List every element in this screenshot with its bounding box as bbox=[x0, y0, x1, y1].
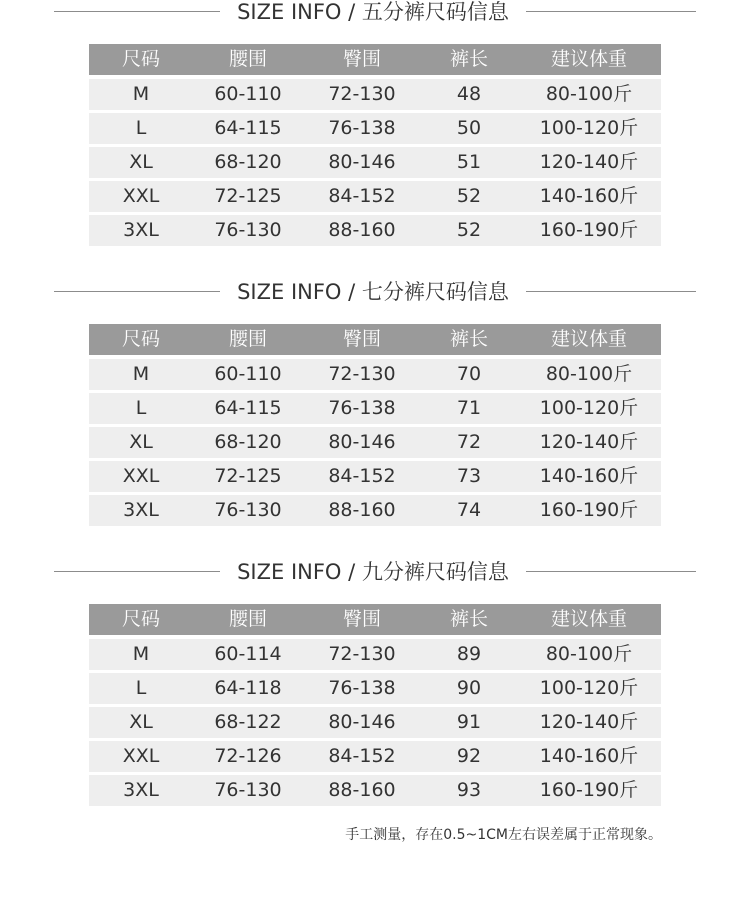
size-cell: XXL bbox=[122, 745, 160, 767]
waist-cell: 68-122 bbox=[214, 711, 282, 733]
table-row bbox=[89, 359, 661, 390]
table-row bbox=[89, 775, 661, 806]
hip-cell: 88-160 bbox=[328, 219, 396, 241]
weight-cell: 140-160斤 bbox=[539, 745, 639, 767]
table-row bbox=[89, 79, 661, 110]
hip-cell: 76-138 bbox=[328, 677, 396, 699]
size-cell: XL bbox=[129, 711, 153, 733]
table-row bbox=[89, 707, 661, 738]
weight-cell: 100-120斤 bbox=[539, 117, 639, 139]
length-cell: 73 bbox=[456, 465, 482, 487]
weight-cell: 100-120斤 bbox=[539, 397, 639, 419]
length-cell: 74 bbox=[456, 499, 482, 521]
length-cell: 89 bbox=[456, 643, 482, 665]
header-cell-size: 尺码 bbox=[121, 608, 160, 630]
measurement-note: 手工测量，存在0.5~1CM左右误差属于正常现象。 bbox=[345, 827, 662, 843]
table-row bbox=[89, 741, 661, 772]
weight-cell: 160-190斤 bbox=[539, 499, 639, 521]
length-cell: 92 bbox=[456, 745, 482, 767]
size-cell: L bbox=[135, 397, 147, 419]
section-heading: SIZE INFO / 九分裤尺码信息 bbox=[237, 560, 509, 584]
header-cell-weight: 建议体重 bbox=[550, 48, 627, 70]
table-row bbox=[89, 147, 661, 178]
table-row bbox=[89, 427, 661, 458]
waist-cell: 72-125 bbox=[214, 465, 282, 487]
size-cell: XL bbox=[129, 431, 153, 453]
hip-cell: 80-146 bbox=[328, 151, 396, 173]
length-cell: 70 bbox=[456, 363, 482, 385]
header-cell-weight: 建议体重 bbox=[550, 608, 627, 630]
size-cell: XL bbox=[129, 151, 153, 173]
weight-cell: 80-100斤 bbox=[545, 83, 633, 105]
length-cell: 50 bbox=[456, 117, 482, 139]
size-cell: 3XL bbox=[123, 779, 159, 801]
title-divider-left bbox=[54, 571, 220, 572]
title-divider-right bbox=[526, 291, 696, 292]
weight-cell: 120-140斤 bbox=[539, 711, 639, 733]
size-cell: XXL bbox=[122, 185, 160, 207]
length-cell: 72 bbox=[456, 431, 482, 453]
section-title-2 bbox=[0, 277, 750, 307]
waist-cell: 64-115 bbox=[214, 117, 282, 139]
length-cell: 71 bbox=[456, 397, 482, 419]
table-row bbox=[89, 113, 661, 144]
weight-cell: 160-190斤 bbox=[539, 779, 639, 801]
header-cell-hip: 臀围 bbox=[342, 328, 381, 350]
size-cell: M bbox=[132, 83, 150, 105]
weight-cell: 160-190斤 bbox=[539, 219, 639, 241]
table-row bbox=[89, 393, 661, 424]
header-cell-length: 裤长 bbox=[449, 48, 488, 70]
length-cell: 91 bbox=[456, 711, 482, 733]
hip-cell: 72-130 bbox=[328, 83, 396, 105]
length-cell: 90 bbox=[456, 677, 482, 699]
waist-cell: 76-130 bbox=[214, 219, 282, 241]
hip-cell: 76-138 bbox=[328, 117, 396, 139]
hip-cell: 84-152 bbox=[328, 745, 396, 767]
waist-cell: 76-130 bbox=[214, 499, 282, 521]
header-cell-size: 尺码 bbox=[121, 48, 160, 70]
weight-cell: 80-100斤 bbox=[545, 363, 633, 385]
waist-cell: 72-125 bbox=[214, 185, 282, 207]
size-cell: M bbox=[132, 643, 150, 665]
hip-cell: 76-138 bbox=[328, 397, 396, 419]
size-cell: M bbox=[132, 363, 150, 385]
size-cell: L bbox=[135, 117, 147, 139]
header-cell-length: 裤长 bbox=[449, 328, 488, 350]
hip-cell: 84-152 bbox=[328, 465, 396, 487]
size-cell: 3XL bbox=[123, 499, 159, 521]
title-divider-left bbox=[54, 291, 220, 292]
hip-cell: 80-146 bbox=[328, 431, 396, 453]
size-table-3 bbox=[89, 604, 661, 806]
table-row bbox=[89, 639, 661, 670]
size-cell: 3XL bbox=[123, 219, 159, 241]
header-cell-size: 尺码 bbox=[121, 328, 160, 350]
waist-cell: 60-114 bbox=[214, 643, 282, 665]
title-divider-right bbox=[526, 571, 696, 572]
size-cell: XXL bbox=[122, 465, 160, 487]
length-cell: 93 bbox=[456, 779, 482, 801]
table-header-row bbox=[89, 44, 661, 75]
length-cell: 51 bbox=[456, 151, 482, 173]
table-row bbox=[89, 215, 661, 246]
hip-cell: 80-146 bbox=[328, 711, 396, 733]
hip-cell: 72-130 bbox=[328, 643, 396, 665]
title-divider-right bbox=[526, 11, 696, 12]
title-divider-left bbox=[54, 11, 220, 12]
header-cell-waist: 腰围 bbox=[228, 48, 267, 70]
waist-cell: 72-126 bbox=[214, 745, 282, 767]
waist-cell: 60-110 bbox=[214, 83, 282, 105]
header-cell-hip: 臀围 bbox=[342, 608, 381, 630]
header-cell-length: 裤长 bbox=[449, 608, 488, 630]
section-heading: SIZE INFO / 五分裤尺码信息 bbox=[237, 0, 509, 24]
hip-cell: 72-130 bbox=[328, 363, 396, 385]
waist-cell: 64-118 bbox=[214, 677, 282, 699]
header-cell-hip: 臀围 bbox=[342, 48, 381, 70]
length-cell: 48 bbox=[456, 83, 482, 105]
hip-cell: 88-160 bbox=[328, 779, 396, 801]
size-table-2 bbox=[89, 324, 661, 526]
waist-cell: 60-110 bbox=[214, 363, 282, 385]
length-cell: 52 bbox=[456, 185, 482, 207]
weight-cell: 140-160斤 bbox=[539, 185, 639, 207]
table-row bbox=[89, 461, 661, 492]
waist-cell: 64-115 bbox=[214, 397, 282, 419]
section-title-3 bbox=[0, 557, 750, 587]
hip-cell: 84-152 bbox=[328, 185, 396, 207]
hip-cell: 88-160 bbox=[328, 499, 396, 521]
size-table-1 bbox=[89, 44, 661, 246]
table-row bbox=[89, 495, 661, 526]
section-title-1 bbox=[0, 0, 750, 27]
size-cell: L bbox=[135, 677, 147, 699]
header-cell-waist: 腰围 bbox=[228, 608, 267, 630]
weight-cell: 80-100斤 bbox=[545, 643, 633, 665]
weight-cell: 140-160斤 bbox=[539, 465, 639, 487]
table-row bbox=[89, 673, 661, 704]
table-row bbox=[89, 181, 661, 212]
header-cell-waist: 腰围 bbox=[228, 328, 267, 350]
weight-cell: 120-140斤 bbox=[539, 431, 639, 453]
length-cell: 52 bbox=[456, 219, 482, 241]
weight-cell: 120-140斤 bbox=[539, 151, 639, 173]
waist-cell: 68-120 bbox=[214, 151, 282, 173]
table-header-row bbox=[89, 324, 661, 355]
waist-cell: 68-120 bbox=[214, 431, 282, 453]
header-cell-weight: 建议体重 bbox=[550, 328, 627, 350]
weight-cell: 100-120斤 bbox=[539, 677, 639, 699]
waist-cell: 76-130 bbox=[214, 779, 282, 801]
section-heading: SIZE INFO / 七分裤尺码信息 bbox=[237, 280, 509, 304]
table-header-row bbox=[89, 604, 661, 635]
